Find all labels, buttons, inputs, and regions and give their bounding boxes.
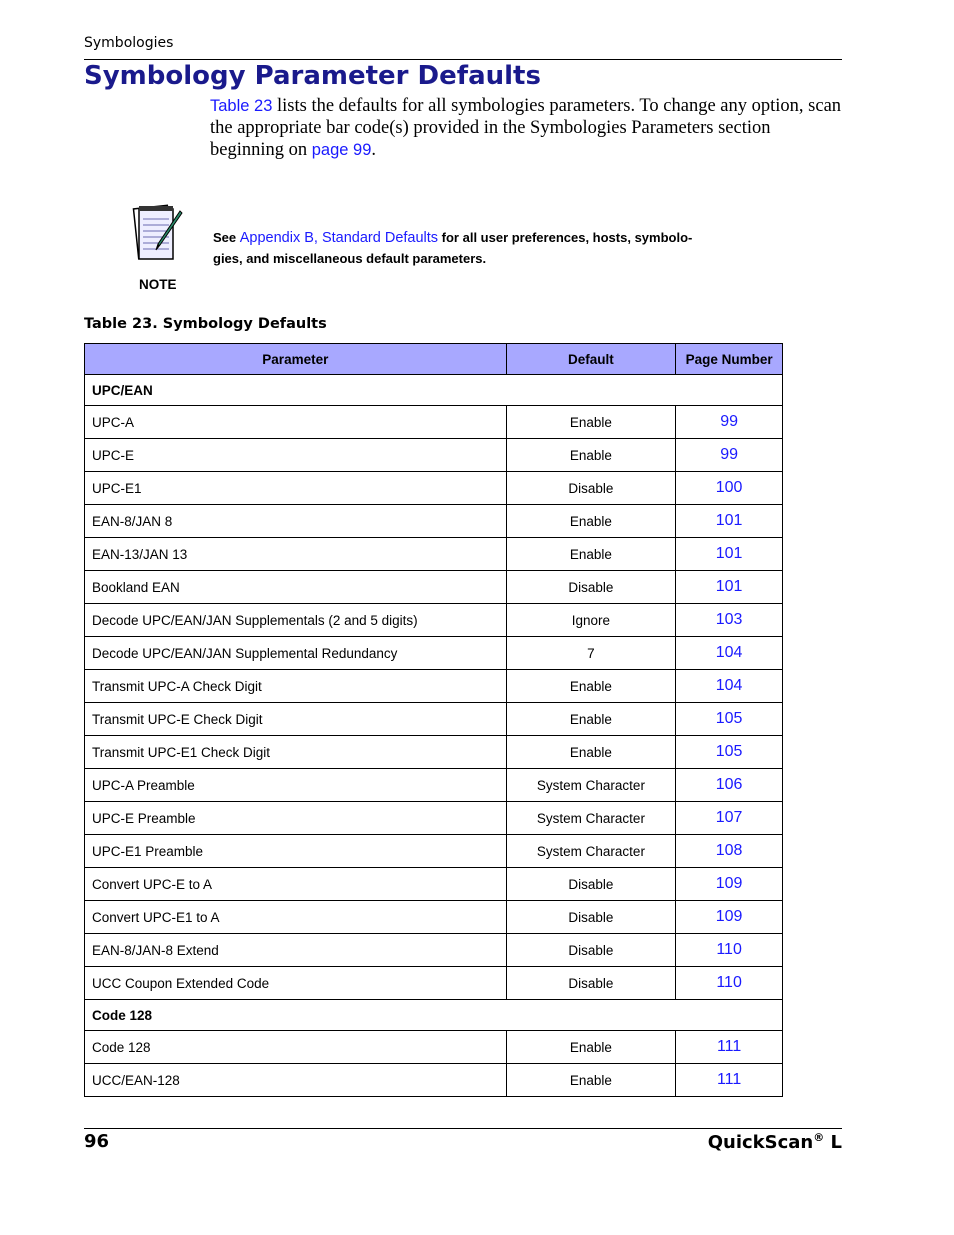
symbology-defaults-table <box>84 343 783 1097</box>
parameter-cell: Transmit UPC-E Check Digit <box>85 703 507 736</box>
parameter-cell: UPC-E Preamble <box>85 802 507 835</box>
header-divider <box>84 59 842 60</box>
group-label: UPC/EAN <box>85 375 783 406</box>
parameter-cell: EAN-13/JAN 13 <box>85 538 507 571</box>
table-row <box>85 967 783 1000</box>
table-row <box>85 538 783 571</box>
page-number-link[interactable]: 111 <box>676 1064 783 1097</box>
page-number-link[interactable]: 100 <box>676 472 783 505</box>
table-row <box>85 868 783 901</box>
registered-mark: ® <box>813 1131 825 1144</box>
default-cell: Enable <box>506 406 676 439</box>
parameter-cell: UPC-E1 <box>85 472 507 505</box>
parameter-cell: UPC-A <box>85 406 507 439</box>
default-cell: Disable <box>506 967 676 1000</box>
page-number-link[interactable]: 104 <box>676 670 783 703</box>
header-default: Default <box>506 344 676 375</box>
default-cell: Disable <box>506 472 676 505</box>
parameter-cell: EAN-8/JAN 8 <box>85 505 507 538</box>
default-cell: Enable <box>506 703 676 736</box>
default-cell: Enable <box>506 1064 676 1097</box>
default-cell: Enable <box>506 736 676 769</box>
page-number-link[interactable]: 107 <box>676 802 783 835</box>
table-row <box>85 769 783 802</box>
default-cell: Enable <box>506 670 676 703</box>
page-number-link[interactable]: 108 <box>676 835 783 868</box>
table-row <box>85 802 783 835</box>
product-suffix: L <box>824 1132 842 1153</box>
parameter-cell: UCC Coupon Extended Code <box>85 967 507 1000</box>
default-cell: Disable <box>506 901 676 934</box>
default-cell: Ignore <box>506 604 676 637</box>
parameter-cell: UCC/EAN-128 <box>85 1064 507 1097</box>
default-cell: System Character <box>506 802 676 835</box>
parameter-cell: Transmit UPC-A Check Digit <box>85 670 507 703</box>
group-label: Code 128 <box>85 1000 783 1031</box>
product-name: QuickScan <box>707 1132 814 1153</box>
default-cell: Enable <box>506 538 676 571</box>
intro-paragraph <box>210 95 842 161</box>
table-row <box>85 1031 783 1064</box>
page-number-link[interactable]: 111 <box>676 1031 783 1064</box>
page-number-link[interactable]: 105 <box>676 736 783 769</box>
parameter-cell: Convert UPC-E1 to A <box>85 901 507 934</box>
page-number-link[interactable]: 99 <box>676 406 783 439</box>
page-number-link[interactable]: 101 <box>676 571 783 604</box>
parameter-cell: EAN-8/JAN-8 Extend <box>85 934 507 967</box>
table-row <box>85 670 783 703</box>
page-number-link[interactable]: 109 <box>676 901 783 934</box>
table-row <box>85 472 783 505</box>
table-group-row <box>85 1000 783 1031</box>
appendix-b-link[interactable]: Appendix B, Standard Defaults <box>239 230 439 246</box>
table-row <box>85 406 783 439</box>
page-number-link[interactable]: 106 <box>676 769 783 802</box>
parameter-cell: Code 128 <box>85 1031 507 1064</box>
footer-page-number: 96 <box>84 1131 110 1152</box>
table-caption: Table 23. Symbology Defaults <box>84 316 327 332</box>
table-row <box>85 901 783 934</box>
footer-divider <box>84 1128 842 1129</box>
header-page-number: Page Number <box>676 344 783 375</box>
parameter-cell: Decode UPC/EAN/JAN Supplemental Redundancy <box>85 637 507 670</box>
table-row <box>85 439 783 472</box>
table-row <box>85 637 783 670</box>
table-row <box>85 703 783 736</box>
table-body <box>85 375 783 1097</box>
page-number-link[interactable]: 101 <box>676 505 783 538</box>
note-label: NOTE <box>139 277 177 292</box>
page-number-link[interactable]: 104 <box>676 637 783 670</box>
footer-product-name <box>708 1131 842 1153</box>
page-number-link[interactable]: 110 <box>676 934 783 967</box>
intro-text-2: . <box>371 140 377 160</box>
table-row <box>85 835 783 868</box>
page-number-link[interactable]: 101 <box>676 538 783 571</box>
table-row <box>85 604 783 637</box>
parameter-cell: Bookland EAN <box>85 571 507 604</box>
table-row <box>85 934 783 967</box>
page-number-link[interactable]: 99 <box>676 439 783 472</box>
page-number-link[interactable]: 103 <box>676 604 783 637</box>
page-99-link[interactable]: page 99 <box>311 141 372 159</box>
default-cell: Disable <box>506 934 676 967</box>
default-cell: Disable <box>506 571 676 604</box>
parameter-cell: Convert UPC-E to A <box>85 868 507 901</box>
default-cell: System Character <box>506 769 676 802</box>
table-row <box>85 1064 783 1097</box>
table-row <box>85 736 783 769</box>
note-suffix: for all user preferences, hosts, symbolo-gies, and miscellaneous default parameters. <box>213 230 693 266</box>
parameter-cell: UPC-A Preamble <box>85 769 507 802</box>
running-header-section: Symbologies <box>84 35 174 51</box>
notepad-pen-icon <box>130 203 186 263</box>
note-text <box>213 228 693 268</box>
note-prefix: See <box>213 230 240 245</box>
table-23-link[interactable]: Table 23 <box>210 97 273 115</box>
default-cell: Enable <box>506 439 676 472</box>
parameter-cell: UPC-E1 Preamble <box>85 835 507 868</box>
parameter-cell: Transmit UPC-E1 Check Digit <box>85 736 507 769</box>
default-cell: Disable <box>506 868 676 901</box>
table-header-row <box>85 344 783 375</box>
default-cell: 7 <box>506 637 676 670</box>
default-cell: Enable <box>506 505 676 538</box>
parameter-cell: Decode UPC/EAN/JAN Supplementals (2 and 5 digits) <box>85 604 507 637</box>
page-title: Symbology Parameter Defaults <box>84 61 541 91</box>
page-number-link[interactable]: 105 <box>676 703 783 736</box>
parameter-cell: UPC-E <box>85 439 507 472</box>
default-cell: System Character <box>506 835 676 868</box>
default-cell: Enable <box>506 1031 676 1064</box>
page-number-link[interactable]: 110 <box>676 967 783 1000</box>
page-number-link[interactable]: 109 <box>676 868 783 901</box>
intro-text-1: lists the defaults for all symbologies parameters. To change any option, scan the appropriate bar code(s) provided in the Symbologies Parameters section beginning on <box>210 96 842 160</box>
table-row <box>85 571 783 604</box>
header-parameter: Parameter <box>85 344 507 375</box>
table-group-row <box>85 375 783 406</box>
table-row <box>85 505 783 538</box>
